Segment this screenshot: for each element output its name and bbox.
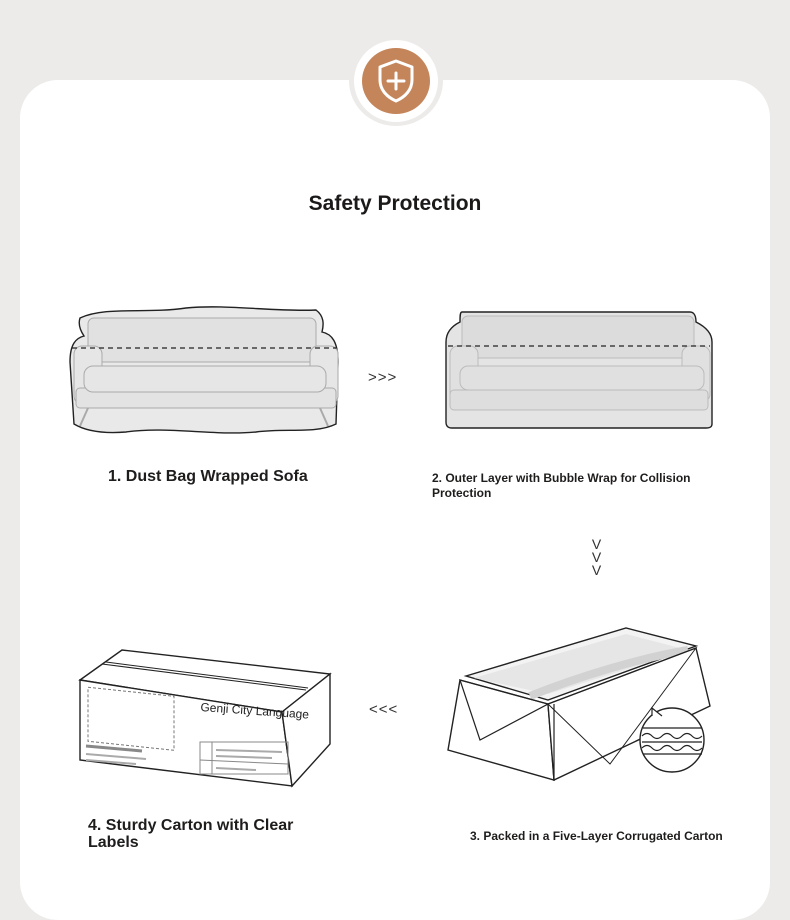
shield-plus-icon <box>362 48 430 114</box>
page-title: Safety Protection <box>308 192 482 215</box>
bubble-wrap-sofa-illustration <box>444 308 714 432</box>
corrugated-carton-illustration <box>440 624 720 792</box>
dust-bag-sofa-illustration <box>66 302 342 438</box>
arrow-right: >>> <box>368 369 398 386</box>
step-1-label: 1. Dust Bag Wrapped Sofa <box>108 468 308 485</box>
arrow-down-char: V <box>591 549 603 565</box>
arrow-left: <<< <box>369 701 399 718</box>
arrow-down <box>591 538 603 577</box>
arrow-down-char: V <box>591 536 603 552</box>
step-4-label: 4. Sturdy Carton with Clear Labels <box>88 817 294 851</box>
step-3-label: 3. Packed in a Five-Layer Corrugated Carton <box>470 829 723 843</box>
carton-brand-text: Genji City Language <box>200 700 310 722</box>
step-2-label: 2. Outer Layer with Bubble Wrap for Collision Protection <box>432 471 691 500</box>
arrow-down-char: V <box>591 562 603 578</box>
